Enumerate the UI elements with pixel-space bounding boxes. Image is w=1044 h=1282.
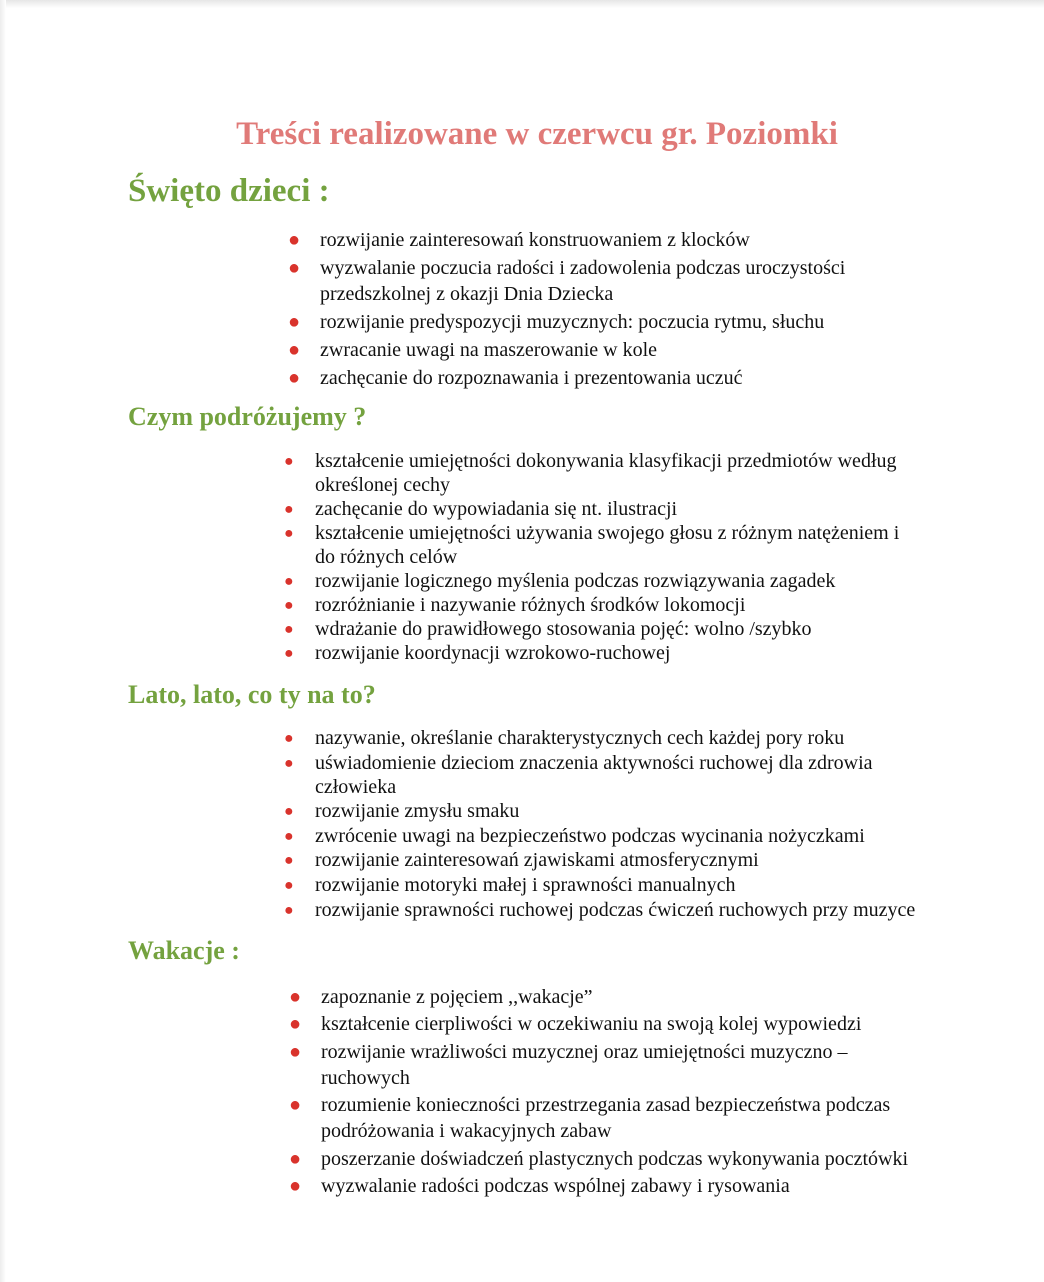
list-item-text-line: rozwijanie logicznego myślenia podczas rozwiązywania zagadek <box>315 570 836 592</box>
list-item-text-line: rozwijanie wrażliwości muzycznej oraz umiejętności muzyczno – <box>321 1040 848 1063</box>
list-item-text-line: poszerzanie doświadczeń plastycznych podczas wykonywania pocztówki <box>321 1147 909 1170</box>
list-item <box>284 569 899 593</box>
list-item-text-line: zachęcanie do wypowiadania się nt. ilustracji <box>315 498 678 520</box>
bullet-icon: ● <box>289 986 302 1008</box>
list-item <box>284 824 915 848</box>
bullet-icon: ● <box>284 730 294 747</box>
list-item <box>288 255 845 307</box>
list-item-text-line: wyzwalanie radości podczas wspólnej zabawy i rysowania <box>321 1174 790 1197</box>
list-item-text-line: rozwijanie zainteresowań zjawiskami atmosferycznymi <box>315 849 759 872</box>
list-item-text-line: rozwijanie sprawności ruchowej podczas ćwiczeń ruchowych przy muzyce <box>315 898 916 921</box>
list-item <box>284 617 899 641</box>
list-item-text-line: kształcenie cierpliwości w oczekiwaniu na swoją kolej wypowiedzi <box>321 1013 862 1036</box>
section-list-lato <box>284 726 915 922</box>
bullet-icon: ● <box>284 876 294 894</box>
bullet-icon: ● <box>284 597 294 614</box>
bullet-icon: ● <box>288 367 301 389</box>
list-item-text-line: zwrócenie uwagi na bezpieczeństwo podczas wycinania nożyczkami <box>315 824 865 847</box>
list-item <box>284 497 899 521</box>
list-item <box>288 309 845 335</box>
bullet-icon: ● <box>288 229 301 251</box>
list-item <box>289 984 908 1010</box>
list-item-text-line: kształcenie umiejętności dokonywania klasyfikacji przedmiotów według <box>315 450 897 472</box>
list-item-text-line: zachęcanie do rozpoznawania i prezentowania uczuć <box>320 367 743 389</box>
list-item-text-line: określonej cechy <box>315 474 450 496</box>
bullet-icon: ● <box>284 827 294 845</box>
section-list-czym-podrozujemy <box>284 449 899 665</box>
list-item-text-line: wyzwalanie poczucia radości i zadowolenia podczas uroczystości <box>320 257 846 279</box>
page-left-shadow <box>0 0 6 1282</box>
list-item-text-line: rozwijanie motoryki małej i sprawności manualnych <box>315 873 736 896</box>
bullet-icon: ● <box>289 1094 302 1117</box>
list-item <box>289 1092 908 1144</box>
bullet-icon: ● <box>288 339 301 361</box>
list-item <box>284 873 915 897</box>
bullet-icon: ● <box>288 311 301 333</box>
list-item <box>284 898 915 922</box>
list-item <box>289 1146 908 1172</box>
list-item-text-line: ruchowych <box>321 1066 410 1089</box>
section-list-wakacje <box>289 984 908 1200</box>
list-item <box>284 593 899 617</box>
page-top-shadow <box>0 0 1044 8</box>
bullet-icon: ● <box>284 621 294 638</box>
list-item-text-line: kształcenie umiejętności używania swojego głosu z różnym natężeniem i <box>315 522 900 544</box>
bullet-icon: ● <box>289 1013 302 1036</box>
list-item-text-line: nazywanie, określanie charakterystycznych cech każdej pory roku <box>315 727 845 749</box>
document-title: Treści realizowane w czerwcu gr. Poziomki <box>236 116 838 152</box>
list-item <box>289 1039 908 1091</box>
list-item-text-line: uświadomienie dzieciom znaczenia aktywności ruchowej dla zdrowia <box>315 751 873 774</box>
list-item <box>288 337 845 363</box>
bullet-icon: ● <box>284 501 294 518</box>
bullet-icon: ● <box>289 1174 302 1197</box>
list-item-text-line: podróżowania i wakacyjnych zabaw <box>321 1120 612 1143</box>
list-item <box>284 449 899 497</box>
list-item <box>284 799 915 823</box>
bullet-icon: ● <box>288 257 301 279</box>
bullet-icon: ● <box>284 453 294 470</box>
list-item-text-line: rozwijanie predyspozycji muzycznych: poczucia rytmu, słuchu <box>320 311 825 333</box>
list-item <box>289 1173 908 1199</box>
list-item <box>284 521 899 569</box>
bullet-icon: ● <box>284 525 294 542</box>
bullet-icon: ● <box>284 754 294 772</box>
list-item <box>289 1011 908 1037</box>
bullet-icon: ● <box>284 573 294 590</box>
list-item-text-line: rozumienie konieczności przestrzegania zasad bezpieczeństwa podczas <box>321 1094 891 1117</box>
list-item-text-line: wdrażanie do prawidłowego stosowania pojęć: wolno /szybko <box>315 618 812 640</box>
section-heading-czym-podrozujemy: Czym podróżujemy ? <box>128 402 367 431</box>
bullet-icon: ● <box>284 645 294 662</box>
bullet-icon: ● <box>284 852 294 870</box>
bullet-icon: ● <box>284 901 294 919</box>
list-item-text-line: przedszkolnej z okazji Dnia Dziecka <box>320 283 614 305</box>
bullet-icon: ● <box>284 803 294 821</box>
list-item <box>284 726 915 750</box>
list-item-text-line: rozróżnianie i nazywanie różnych środków lokomocji <box>315 594 746 616</box>
section-heading-swieto-dzieci: Święto dzieci : <box>128 173 330 209</box>
list-item-text-line: do różnych celów <box>315 546 458 568</box>
list-item-text-line: rozwijanie koordynacji wzrokowo-ruchowej <box>315 642 671 664</box>
section-heading-lato: Lato, lato, co ty na to? <box>128 680 376 709</box>
list-item <box>284 751 915 799</box>
bullet-icon: ● <box>289 1147 302 1170</box>
list-item <box>288 227 845 253</box>
list-item <box>284 848 915 872</box>
list-item <box>288 365 845 391</box>
list-item-text-line: zwracanie uwagi na maszerowanie w kole <box>320 339 658 361</box>
list-item-text-line: człowieka <box>315 775 397 798</box>
section-heading-wakacje: Wakacje : <box>128 936 240 965</box>
list-item <box>284 641 899 665</box>
list-item-text-line: rozwijanie zainteresowań konstruowaniem z klocków <box>320 229 750 251</box>
list-item-text-line: zapoznanie z pojęciem ,,wakacje” <box>321 986 593 1008</box>
section-list-swieto-dzieci <box>288 227 845 393</box>
bullet-icon: ● <box>289 1040 302 1063</box>
list-item-text-line: rozwijanie zmysłu smaku <box>315 800 520 823</box>
